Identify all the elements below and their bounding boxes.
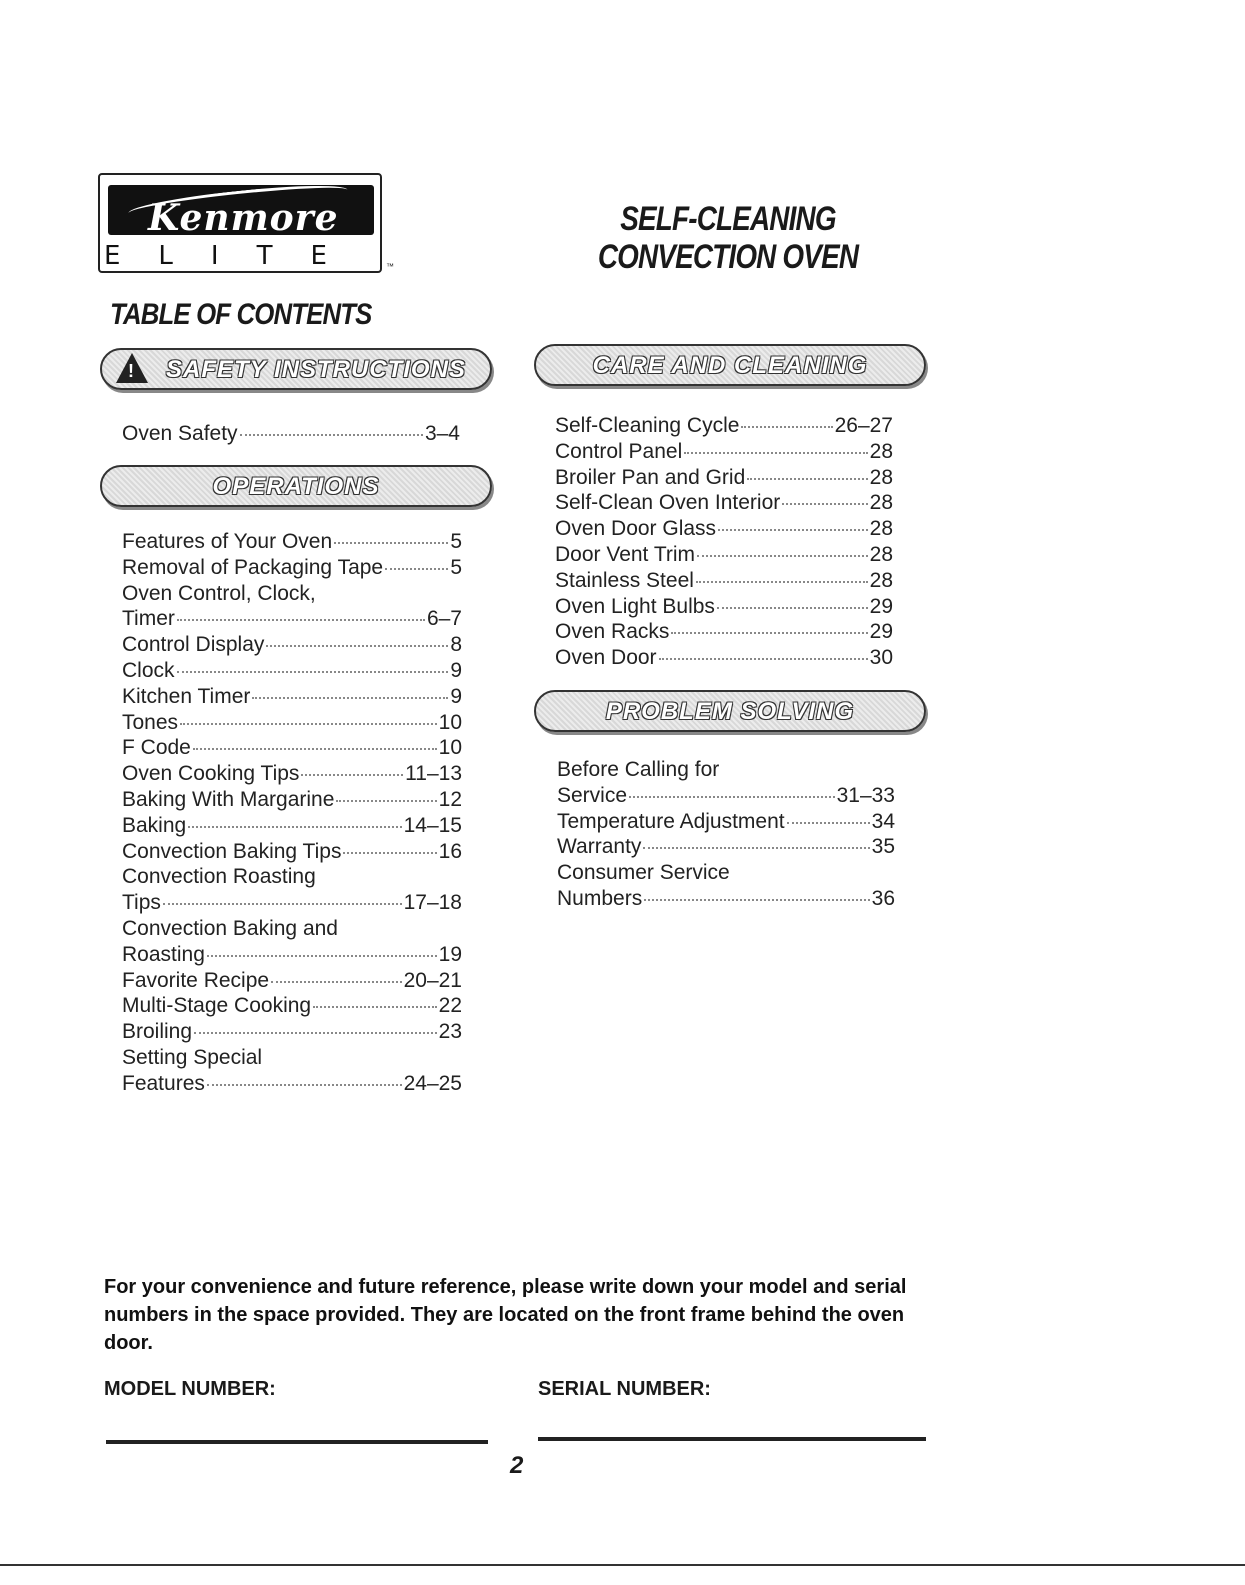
toc-entry [122,814,462,840]
toc-entry [122,994,462,1020]
toc-entry [122,530,462,556]
toc-entry [557,810,895,836]
toc-entry-title: Clock [122,658,175,682]
dot-leader [717,607,868,609]
dot-leader [301,774,403,776]
banner-label: OPERATIONS [212,473,380,500]
toc-entry-title: Convection Baking Tips [122,839,342,863]
toc-entry-page: 31–33 [836,783,895,807]
dot-leader [741,426,832,428]
toc-entry-title: Consumer Service [557,861,730,885]
dot-leader [643,847,869,849]
toc-entry-page: 35 [871,835,895,859]
dot-leader [696,581,868,583]
toc-entry [122,633,462,659]
toc-entry-title: Oven Cooking Tips [122,762,300,786]
dot-leader [313,1006,437,1008]
dot-leader [782,503,867,505]
toc-entry-title: Kitchen Timer [122,684,251,708]
toc-entry-title: F Code [122,736,191,760]
dot-leader [718,529,868,531]
care-entries [555,414,893,672]
dot-leader [659,658,868,660]
toc-entry-title: Oven Control, Clock, [122,581,316,605]
toc-entry-page: 3–4 [424,422,460,445]
dot-leader [194,1032,437,1034]
toc-entry [122,1072,462,1098]
safety-entries [122,422,460,448]
toc-entry [557,758,895,784]
logo-subline: ELITE [104,241,365,271]
toc-entry [557,835,895,861]
toc-entry-page: 16 [438,839,462,863]
dot-leader [177,619,425,621]
dot-leader [644,899,869,901]
banner-label: CARE AND CLEANING [592,352,868,379]
toc-entry-title: Self-Clean Oven Interior [555,491,781,515]
toc-entry-title: Warranty [557,835,642,859]
toc-entry [555,440,893,466]
toc-entry [122,943,462,969]
toc-entry-page: 14–15 [403,813,462,837]
toc-entry [555,646,893,672]
toc-entry-page: 8 [450,633,462,657]
dot-leader [207,955,437,957]
toc-entry [122,969,462,995]
dot-leader [271,981,402,983]
toc-entry-title: Control Display [122,633,265,657]
product-title-line-2: CONVECTION OVEN [597,238,859,276]
toc-entry-title: Tips [122,891,161,915]
toc-entry-title: Baking With Margarine [122,787,335,811]
toc-entry-title: Oven Door [555,646,657,670]
toc-entry-page: 9 [450,684,462,708]
toc-entry-title: Before Calling for [557,758,720,781]
toc-entry-title: Door Vent Trim [555,542,696,566]
toc-entry [122,1020,462,1046]
toc-entry [122,762,462,788]
toc-entry-page: 12 [438,787,462,811]
toc-entry [122,1046,462,1072]
toc-entry-page: 11–13 [405,762,462,786]
toc-entry-title: Roasting [122,942,205,966]
dot-leader [787,822,870,824]
toc-entry-title: Multi-Stage Cooking [122,994,312,1018]
dot-leader [180,723,437,725]
toc-entry-page: 28 [869,542,893,566]
toc-entry-page: 24–25 [403,1071,462,1095]
dot-leader [343,852,436,854]
product-title-line-1: SELF-CLEANING [620,200,836,238]
toc-entry [555,620,893,646]
toc-entry [557,861,895,887]
toc-entry-page: 22 [438,994,462,1018]
care-and-cleaning-banner [534,344,926,386]
dot-leader [385,568,448,570]
toc-entry [555,466,893,492]
page-bottom-rule [0,1564,1245,1566]
logo-brand: Kenmore [148,197,339,235]
toc-entry-page: 36 [871,886,895,910]
toc-entry [122,556,462,582]
toc-entry-page: 28 [869,439,893,463]
toc-entry [122,685,462,711]
toc-entry [557,784,895,810]
toc-entry-title: Self-Cleaning Cycle [555,414,740,437]
toc-entry-page: 26–27 [834,414,893,437]
toc-entry-title: Features of Your Oven [122,530,333,553]
page-number: 2 [510,1452,524,1479]
toc-entry-title: Oven Light Bulbs [555,594,715,618]
toc-entry-page: 34 [871,809,895,833]
dot-leader [697,555,868,557]
toc-entry-page: 28 [869,465,893,489]
toc-entry-page: 28 [869,568,893,592]
toc-entry-page: 10 [438,710,462,734]
toc-entry [122,582,462,608]
problem-solving-banner [534,690,926,732]
dot-leader [266,645,448,647]
problem-entries [557,758,895,913]
dot-leader [177,671,449,673]
dot-leader [163,903,402,905]
model-number-blank [106,1440,488,1444]
toc-entry-page: 17–18 [403,891,462,915]
toc-entry [122,865,462,891]
toc-entry-page: 6–7 [426,607,462,631]
dot-leader [747,478,867,480]
toc-entry-title: Setting Special [122,1045,263,1069]
toc-entry [122,659,462,685]
toc-entry-page: 28 [869,491,893,515]
toc-entry-page: 10 [438,736,462,760]
dot-leader [336,800,436,802]
toc-entry-page: 5 [450,530,462,553]
product-title [580,200,875,276]
toc-entry [122,422,460,448]
toc-entry [122,840,462,866]
toc-entry-title: Convection Baking and [122,916,338,940]
dot-leader [193,748,437,750]
toc-entry-page: 29 [869,620,893,644]
operations-banner [100,465,492,507]
toc-entry [555,517,893,543]
warning-triangle-icon: ! [116,353,148,383]
toc-entry-title: Favorite Recipe [122,968,270,992]
dot-leader [684,452,867,454]
kenmore-elite-logo [98,173,382,273]
toc-entry-title: Control Panel [555,439,683,463]
record-note: For your convenience and future reference, please write down your model and serial numbers in the space provided. They are located on the front frame behind the oven door. [104,1276,907,1354]
toc-entry-title: Temperature Adjustment [557,809,785,833]
toc-entry [122,788,462,814]
toc-entry-title: Removal of Packaging Tape [122,555,384,579]
toc-entry-title: Numbers [557,886,643,910]
toc-entry [555,595,893,621]
logo-bar [108,185,374,235]
toc-entry-page: 23 [438,1020,462,1044]
dot-leader [240,434,423,436]
toc-entry [555,569,893,595]
toc-entry-title: Oven Safety [122,422,238,445]
toc-entry-title: Broiling [122,1020,193,1044]
banner-label: PROBLEM SOLVING [605,698,855,725]
toc-entry-title: Stainless Steel [555,568,694,592]
serial-number-label: SERIAL NUMBER: [538,1378,711,1400]
serial-number-blank [538,1437,926,1441]
toc-entry-title: Features [122,1071,205,1095]
toc-entry-page: 9 [450,658,462,682]
toc-entry [122,917,462,943]
toc-entry-page: 19 [438,942,462,966]
toc-entry-title: Oven Door Glass [555,517,717,541]
toc-entry [122,607,462,633]
toc-title: TABLE OF CONTENTS [110,298,372,331]
trademark-mark: ™ [386,262,394,271]
toc-entry-title: Tones [122,710,179,734]
banner-label: SAFETY INSTRUCTIONS [166,356,466,383]
dot-leader [207,1084,402,1086]
toc-entry-page: 28 [869,517,893,541]
toc-entry-title: Baking [122,813,187,837]
toc-entry-page: 30 [869,646,893,670]
safety-instructions-banner [100,348,492,390]
toc-entry [122,891,462,917]
toc-entry [555,491,893,517]
toc-entry-title: Timer [122,607,175,631]
toc-entry-title: Broiler Pan and Grid [555,465,746,489]
dot-leader [629,796,835,798]
dot-leader [252,697,448,699]
toc-entry [122,736,462,762]
dot-leader [188,826,401,828]
toc-entry-title: Convection Roasting [122,865,316,889]
toc-entry-page: 5 [450,555,462,579]
toc-entry-title: Oven Racks [555,620,670,644]
toc-entry [555,543,893,569]
toc-entry [557,887,895,913]
operations-entries [122,530,462,1098]
toc-entry [122,711,462,737]
toc-entry-title: Service [557,783,628,807]
dot-leader [334,542,448,544]
toc-entry [555,414,893,440]
dot-leader [671,632,867,634]
toc-entry-page: 29 [869,594,893,618]
model-number-label: MODEL NUMBER: [104,1378,276,1400]
toc-entry-page: 20–21 [403,968,462,992]
